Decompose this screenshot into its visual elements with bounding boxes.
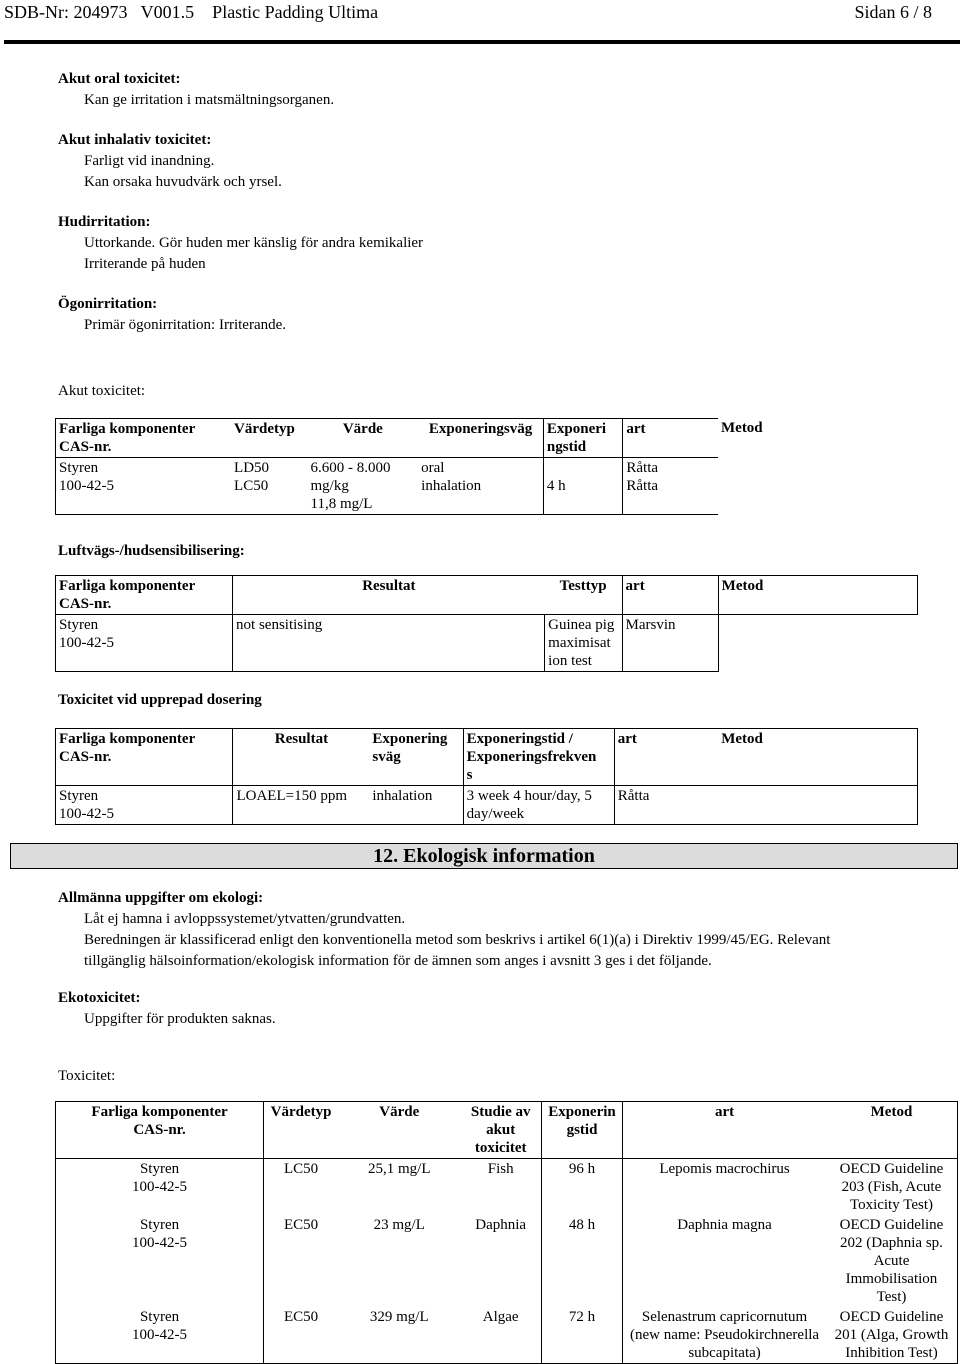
section-line: Irriterande på huden (84, 256, 206, 272)
section-line: Beredningen är klassificerad enligt den konventionella metod som beskrivs i artikel 6(1)(a) i Direktiv 1999/45/EG. Relevant (84, 932, 831, 948)
table-cell: Algae (461, 1307, 542, 1364)
table-cell: Råtta (614, 786, 718, 825)
table-cell: 48 h (541, 1215, 622, 1307)
col-header: Studie av akut toxicitet (461, 1102, 542, 1159)
repeat-title: Toxicitet vid upprepad dosering (58, 692, 262, 708)
table-cell: 96 h (541, 1159, 622, 1216)
table-cell (718, 615, 917, 672)
repeat-table (55, 728, 918, 825)
table-cell: not sensitising (233, 615, 545, 672)
section-line: Kan ge irritation i matsmältningsorganen. (84, 92, 335, 108)
page-number: Sidan 6 / 8 (854, 2, 932, 22)
col-header: Exponeringstid / Exponeringsfrekven s (463, 729, 614, 786)
section-eye (58, 295, 286, 334)
table-cell: Styren 100-42-5 (56, 786, 233, 825)
col-header: Metod (721, 420, 763, 436)
section-line: Uppgifter för produkten saknas. (84, 1011, 276, 1027)
table-cell: Daphnia (461, 1215, 542, 1307)
table-cell: Styren 100-42-5 (56, 1159, 264, 1216)
table-cell: Råtta Råtta (623, 458, 718, 515)
section-line: Farligt vid inandning. (84, 153, 215, 169)
col-header: Värde (338, 1102, 461, 1159)
col-header: art (623, 1102, 826, 1159)
table-cell: EC50 (264, 1215, 338, 1307)
section-banner (10, 843, 958, 869)
table-cell: oral inhalation (418, 458, 543, 515)
section-line: Primär ögonirritation: Irriterande. (84, 317, 287, 333)
col-header: Värdetyp (231, 419, 307, 458)
table-cell: LC50 (264, 1159, 338, 1216)
header-rule (4, 40, 960, 44)
table-cell: Daphnia magna (623, 1215, 826, 1307)
table-cell: EC50 (264, 1307, 338, 1364)
col-header: Exponeri ngstid (543, 419, 622, 458)
section-title: Hudirritation: (58, 214, 151, 230)
col-header: Exponerin gstid (541, 1102, 622, 1159)
section-line: Kan orsaka huvudvärk och yrsel. (84, 174, 282, 190)
col-header: Resultat (233, 576, 545, 615)
table-cell: Marsvin (622, 615, 718, 672)
col-header: Exponering sväg (369, 729, 463, 786)
col-header: art (622, 576, 718, 615)
col-header: Testtyp (545, 576, 622, 615)
table-cell: inhalation (369, 786, 463, 825)
section-line: tillgänglig hälsoinformation/ekologisk information för de ämnen som anges i avsnitt 3 ges i det följande. (84, 953, 712, 969)
section-skin (58, 213, 423, 273)
sens-title: Luftvägs-/hudsensibilisering: (58, 543, 245, 559)
table-cell: LD50 LC50 (231, 458, 307, 515)
table-cell: 3 week 4 hour/day, 5 day/week (463, 786, 614, 825)
col-header: Farliga komponenter CAS-nr. (56, 1102, 264, 1159)
table-cell (718, 786, 917, 825)
col-header: Farliga komponenter CAS-nr. (56, 729, 233, 786)
table-cell: OECD Guideline 202 (Daphnia sp. Acute Immobilisation Test) (826, 1215, 958, 1307)
section-inhal (58, 131, 282, 191)
section-oral (58, 70, 334, 109)
section-title: Allmänna uppgifter om ekologi: (58, 890, 264, 906)
table-cell: OECD Guideline 203 (Fish, Acute Toxicity Test) (826, 1159, 958, 1216)
table-cell: Styren 100-42-5 (56, 615, 233, 672)
table-cell: Styren 100-42-5 (56, 1215, 264, 1307)
document-id: SDB-Nr: 204973 V001.5 Plastic Padding Ultima (4, 2, 379, 22)
table-cell: LOAEL=150 ppm (233, 786, 369, 825)
acute-table (55, 418, 718, 515)
col-header: Exponeringsväg (418, 419, 543, 458)
col-header: Värdetyp (264, 1102, 338, 1159)
table-cell: Lepomis macrochirus (623, 1159, 826, 1216)
col-header: Farliga komponenter CAS-nr. (56, 419, 232, 458)
col-header: Metod (718, 576, 917, 615)
section-title: Ögonirritation: (58, 296, 158, 312)
section-title: Akut oral toxicitet: (58, 71, 181, 87)
table-cell: Selenastrum capricornutum (new name: Pseudokirchnerella subcapitata) (623, 1307, 826, 1364)
col-header: Metod (826, 1102, 958, 1159)
col-header: Metod (718, 729, 917, 786)
table-cell: Styren 100-42-5 (56, 1307, 264, 1364)
section-heading: 12. Ekologisk information (373, 845, 595, 867)
col-header: Resultat (233, 729, 369, 786)
col-header: Farliga komponenter CAS-nr. (56, 576, 233, 615)
table-cell: OECD Guideline 201 (Alga, Growth Inhibition Test) (826, 1307, 958, 1364)
table-cell: Fish (461, 1159, 542, 1216)
table-cell: 6.600 - 8.000 mg/kg 11,8 mg/L (308, 458, 419, 515)
table-cell: 72 h (541, 1307, 622, 1364)
eco-ecotox (58, 989, 276, 1028)
table-cell: 329 mg/L (338, 1307, 461, 1364)
section-line: Uttorkande. Gör huden mer känslig för andra kemikalier (84, 235, 424, 251)
col-header: Värde (308, 419, 419, 458)
section-title: Ekotoxicitet: (58, 990, 141, 1006)
col-header: art (623, 419, 718, 458)
eco-table (55, 1101, 958, 1364)
eco-general (58, 889, 953, 970)
sens-table (55, 575, 918, 672)
table-cell: Guinea pig maximisat ion test (545, 615, 622, 672)
table-cell: Styren 100-42-5 (56, 458, 232, 515)
section-title: Akut inhalativ toxicitet: (58, 132, 212, 148)
table-cell: 25,1 mg/L (338, 1159, 461, 1216)
table-cell: 23 mg/L (373, 1217, 425, 1233)
section-line: Låt ej hamna i avloppssystemet/ytvatten/grundvatten. (84, 911, 406, 927)
acute-title: Akut toxicitet: (58, 383, 146, 399)
col-header: art (614, 729, 718, 786)
tox-title: Toxicitet: (58, 1068, 116, 1084)
page-header (4, 0, 956, 24)
table-cell: 4 h (543, 458, 622, 515)
